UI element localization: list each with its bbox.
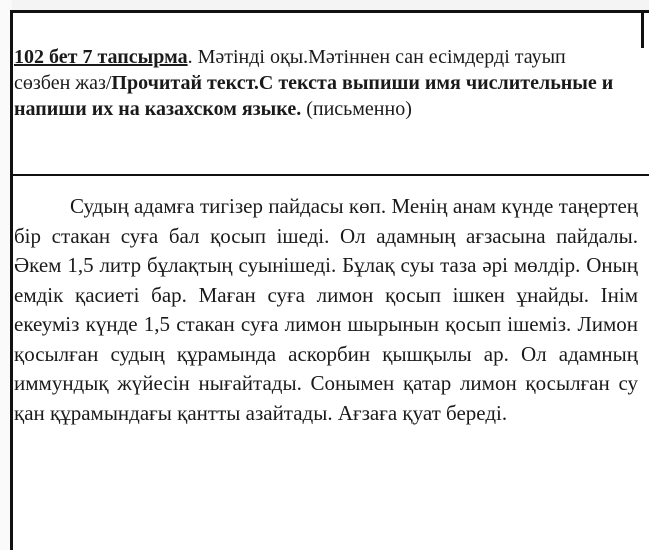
instruction-note: (письменно) — [301, 98, 412, 120]
table-row-divider — [10, 174, 649, 176]
instruction-kazakh: . Мәтінді оқы.Мәтіннен сан есімдерді тауып сөзбен жаз/ — [14, 46, 566, 94]
task-instruction — [14, 44, 614, 122]
task-reference: 102 бет 7 тапсырма — [14, 46, 188, 68]
table-border-right — [641, 10, 644, 48]
table-border-top — [10, 10, 649, 13]
table-border-left — [10, 10, 13, 550]
text-paragraph: Судың адамға тигізер пайдасы көп. Менің анам күнде таңертең бір стакан суға бал қосып ішеді. Ол адамның ағзасына пайдалы. Әкем 1,5 литр бұлақтың суынішеді. Бұлақ суы таза әрі мөлдір. Оның емдік қасиеті бар. Маған суға лимон қосып ішкен ұнайды. Інім екеуміз күнде 1,5 стакан суға лимон шырынын қосып ішеміз. Лимон қосылған судың құрамында аскорбин қышқылы ар. Ол адамның иммундық жүйесін нығайтады. Сонымен қатар лимон қосылған су қан құрамындағы қантты азайтады. Ағзаға қуат береді. — [14, 194, 638, 425]
instruction-russian: Прочитай текст.С текста выпиши имя числительные и напиши их на казахском языке. — [14, 72, 614, 120]
reading-text — [14, 192, 638, 428]
